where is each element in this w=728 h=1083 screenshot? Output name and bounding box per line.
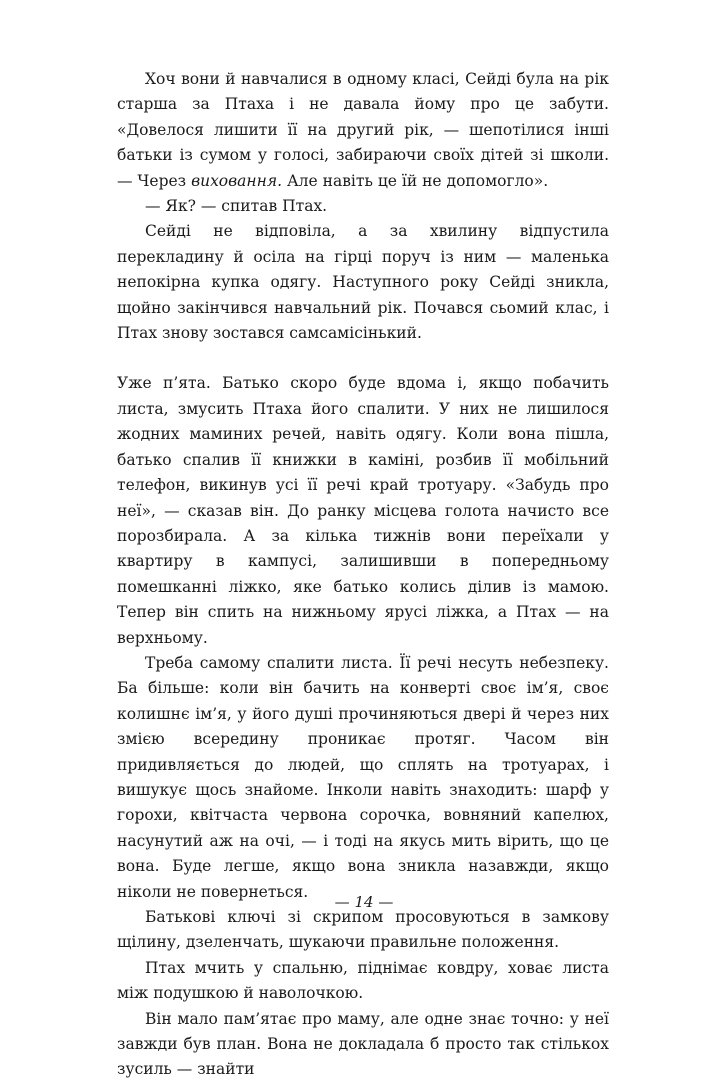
paragraph: Уже п’ята. Батько скоро буде вдома і, якщо побачить листа, змусить Птаха його спалити. У них не лишилося жодних маминих речей, навіть одягу. Коли вона пішла, батько спалив її книжки в каміні, розбив її мобільний телефон, викинув усі її речі край тротуару. «Забудь про неї», — сказав він. До ранку місцева голота начисто все порозбирала. А за кілька тижнів вони переїхали у квартиру в кампусі, залишивши в попередньому помешканні ліжко, яке батько колись ділив із мамою. Тепер він спить на нижньому ярусі ліжка, а Птах — на верхньому. [117,374,609,647]
paragraph: — Як? — спитав Птах. [145,197,328,216]
folio-dash: — [334,893,350,911]
page-number [0,893,728,911]
folio-number: 14 [354,893,374,911]
emphasis-text: виховання. [191,171,283,190]
section-1 [117,67,609,346]
paragraph: Хоч вони й навчалися в одному класі, Сейді була на рік старша за Птаха і не давала йому про це забути. «Довелося лишити її на другий рік, — шепотілися інші батьки із сумом у голосі, забираючи своїх дітей зі школи. — Через виховання. Але навіть це їй не допомогло». [117,70,609,190]
paragraph: Батькові ключі зі скрипом просовуються в замкову щілину, дзеленчать, шукаючи правильне положення. [117,908,609,952]
section-2 [117,371,609,1082]
paragraph: Птах мчить у спальню, піднімає ковдру, ховає листа між подушкою й наволочкою. [117,958,609,1003]
paragraph: Треба самому спалити листа. Її речі несуть небезпеку. Ба більше: коли він бачить на конверті своє ім’я, своє колишнє ім’я, у його душі прочиняються двері й через них змією всередину проникає протяг. Часом він придивляється до людей, що сплять на тротуарах, і вишукує щось знайоме. Інколи навіть знаходить: шарф у горохи, квітчаста червона сорочка, вовняний капелюх, насунутий аж на очі, — і тоді на якусь мить вірить, що це вона. Буде легше, якщо вона зникла назавжди, якщо ніколи не повернеться. [117,653,609,901]
paragraph: Він мало пам’ятає про маму, але одне знає точно: у неї завжди був план. Вона не докладала б просто так стількох зусиль — знайти [117,1009,609,1079]
section-break [117,346,609,371]
folio-dash: — [378,893,394,911]
page-body [117,67,609,1083]
paragraph: Сейді не відповіла, а за хвилину відпустила перекладину й осіла на гірці поруч із ним — маленька непокірна купка одягу. Наступного року Сейді зникла, щойно закінчився навчальний рік. Почався сьомий клас, і Птах знову зостався самсамісінький. [117,222,609,343]
